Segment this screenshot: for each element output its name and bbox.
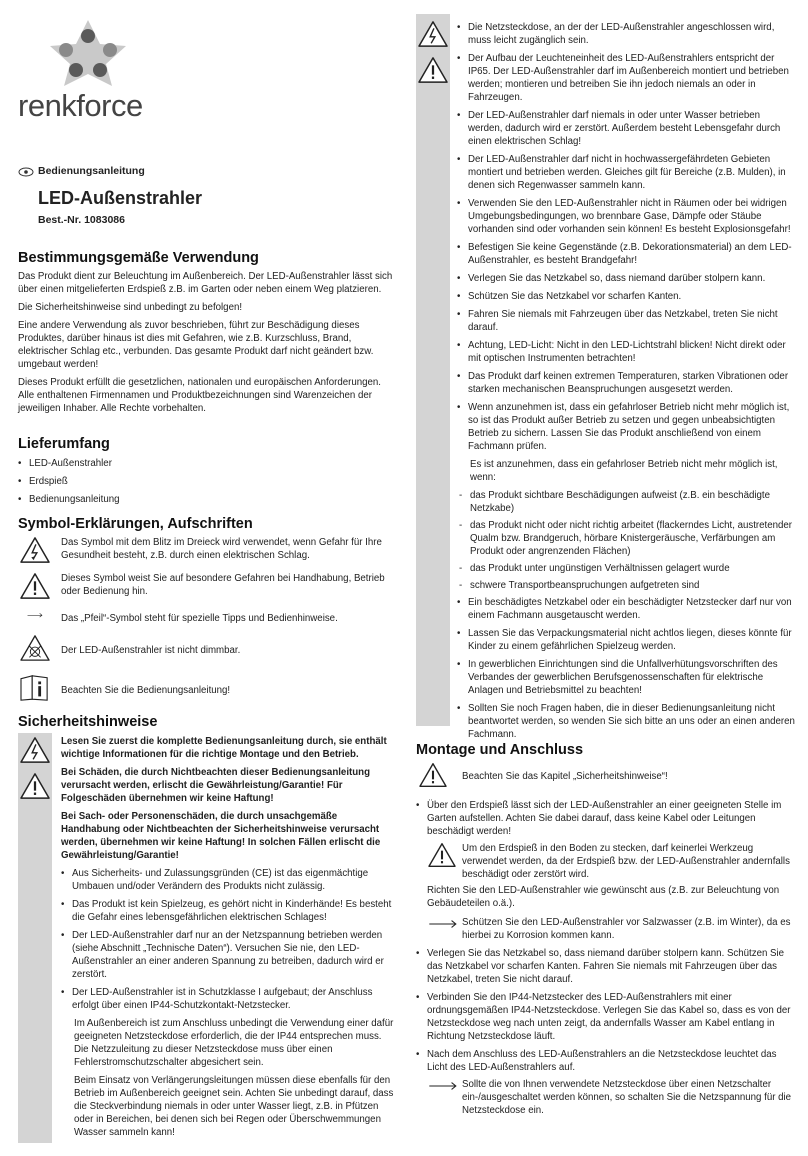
exclamation-warning-icon [427,842,457,868]
intended-use-p3: Eine andere Verwendung als zuvor beschrieben, führt zur Beschädigung dieses Produktes, darüber hinaus ist dies mit Gefahren, wie z.B. Kurzschluss, Brand, elektrischer Schlag etc., verbunden. Das gesamte Produkt darf nicht geändert bzw. umgebaut werden! [18,320,374,370]
not-dimmable-icon [18,634,52,662]
list-item: • Schützen Sie das Netzkabel vor scharfen Kanten. [457,290,797,303]
symbol-row [18,572,396,604]
intended-use-heading: Bestimmungsgemäße Verwendung [18,250,259,266]
symbol-text: Der LED-Außenstrahler ist nicht dimmbar. [61,645,241,656]
list-item: • Befestigen Sie keine Gegenstände (z.B. Dekorationsmaterial) an dem LED-Außenstrahler, es besteht Brandgefahr! [457,241,797,267]
list-item: • Das Produkt darf keinen extremen Temperaturen, starken Vibrationen oder starken mechanischen Beanspruchungen ausgesetzt werden. [457,370,797,396]
list-item: • Verwenden Sie den LED-Außenstrahler nicht in Räumen oder bei widrigen Umgebungsbedingungen, wo brennbare Gase, Dämpfe oder Stäube vorhanden sind oder vorhanden sein können! Es besteht Explosionsgefahr! [457,197,797,236]
arrow-icon [18,612,52,626]
symbol-row [18,536,396,568]
list-item: • Der LED-Außenstrahler ist in Schutzklasse I aufgebaut; der Anschluss erfolgt über einen IP44-Schutzkontakt-Netzstecker. [61,986,394,1012]
scope-heading: Lieferumfang [18,436,110,452]
lightning-warning-icon [19,736,51,764]
mounting-align: Richten Sie den LED-Außenstrahler wie gewünscht aus (z.B. zur Beleuchtung von Gebäudeteilen o.ä.). [427,885,780,909]
list-item: - das Produkt sichtbare Beschädigungen aufweist (z.B. ein beschädigte Netzkabe) [457,489,797,515]
safety-para-a: Im Außenbereich ist zum Anschluss unbedingt die Verwendung einer dafür geeigneten Netzsteckdose erforderlich, die der IP44 entsprechen muss. Die Netzzuleitung zu dieser Netzsteckdose muss über einen Fehlerstromschutzschalter abgesichert sein. [74,1018,394,1068]
doc-type: Bedienungsanleitung [38,165,145,177]
list-item: • Der LED-Außenstrahler darf nur an der Netzspannung betrieben werden (siehe Abschnitt „Technische Daten“). Versuchen Sie nie, den LED-Außenstrahler an einer anderen Spannung zu betreiben, dadurch wird er zerstört. [61,929,394,981]
mounting-note-text: Beachten Sie das Kapitel „Sicherheitshinweise“! [462,771,668,782]
intended-use-p2: Die Sicherheitshinweise sind unbedingt zu befolgen! [18,302,243,313]
list-item: • Bedienungsanleitung [18,493,394,506]
warning-sidebar [416,14,450,726]
list-item: • Verlegen Sie das Netzkabel so, dass niemand darüber stolpern kann. Schützen Sie das Netzkabel vor scharfen Kanten. Fahren Sie niemals mit Fahrzeugen über das Netzkabel, treten Sie nicht darauf. [416,947,798,986]
mounting-tip-text: Sollte die von Ihnen verwendete Netzsteckdose über einen Netzschalter ein-/ausgeschaltet werden können, so schalten Sie die Netzspannung für die Netzsteckdose ein. [462,1079,792,1116]
mounting-tip-text: Schützen Sie den LED-Außenstrahler vor Salzwasser (z.B. im Winter), da es hierbei zu Korrosion kommen kann. [462,917,791,941]
list-item: • Wenn anzunehmen ist, dass ein gefahrloser Betrieb nicht mehr möglich ist, so ist das Produkt außer Betrieb zu setzen und gegen unbeabsichtigten Betrieb zu sichern. Lassen Sie das Produkt anschließend von einem Fachmann prüfen. [457,401,797,453]
mounting-tip [427,1078,798,1120]
list-item: • Achtung, LED-Licht: Nicht in den LED-Lichtstrahl blicken! Nicht direkt oder mit optischen Instrumenten betrachten! [457,339,797,365]
page-title: LED-Außenstrahler [38,188,203,208]
list-item: • Über den Erdspieß lässt sich der LED-Außenstrahler an einer geeigneten Stelle im Garten aufstellen. Achten Sie dabei darauf, dass keine Kabel oder Leitungen beschädigt werden! [416,799,798,838]
list-item: • Das Produkt ist kein Spielzeug, es gehört nicht in Kinderhände! Es besteht die Gefahr eines lebensgefährlichen elektrischen Schlages! [61,898,394,924]
symbol-text: Dieses Symbol weist Sie auf besondere Gefahren bei Handhabung, Betrieb oder Bedienung hin. [61,573,385,597]
intended-use-p4: Dieses Produkt erfüllt die gesetzlichen, nationalen und europäischen Anforderungen. Alle enthaltenen Firmennamen und Produktbezeichnungen sind Warenzeichen der jeweiligen Inhaber. Alle Rechte vorbehalten. [18,377,381,414]
safety-bold-3: Bei Sach- oder Personenschäden, die durch unsachgemäße Handhabung oder Nichtbeachten der Sicherheitshinweise verursacht werden, übernehmen wir keine Haftung! In solchen Fällen erlischt die Gewährleistung/Garantie! [61,811,381,861]
symbol-text: Das „Pfeil“-Symbol steht für spezielle Tipps und Bedienhinweise. [61,613,338,624]
lightning-warning-icon [417,20,449,48]
list-item: • Der Aufbau der Leuchteneinheit des LED-Außenstrahlers entspricht der IP65. Der LED-Außenstrahler darf im Außenbereich montiert und betrieben werden; montieren und betreiben Sie ihn jedoch niemals an oder in Fahrzeugen. [457,52,797,104]
lightning-warning-icon [18,536,52,564]
symbol-text: Das Symbol mit dem Blitz im Dreieck wird verwendet, wenn Gefahr für Ihre Gesundheit besteht, z.B. durch einen elektrischen Schlag. [61,537,382,561]
list-item: • Fahren Sie niemals mit Fahrzeugen über das Netzkabel, treten Sie nicht darauf. [457,308,797,334]
exclamation-warning-icon [18,572,52,600]
list-item: • Aus Sicherheits- und Zulassungsgründen (CE) ist das eigenmächtige Umbauen und/oder Verändern des Produkts nicht zulässig. [61,867,394,893]
list-item: • Die Netzsteckdose, an der der LED-Außenstrahler angeschlossen wird, muss leicht zugänglich sein. [457,21,797,47]
mounting-warning-text: Um den Erdspieß in den Boden zu stecken, darf keinerlei Werkzeug verwendet werden, da der Erdspieß bzw. der LED-Außenstrahler andernfalls beschädigt oder zerstört wird. [462,843,790,880]
mounting-note [416,762,798,788]
symbols-heading: Symbol-Erklärungen, Aufschriften [18,516,253,532]
mounting-tip [427,916,798,946]
symbol-row [18,612,396,630]
list-item: • In gewerblichen Einrichtungen sind die Unfallverhütungsvorschriften des Verbandes der gewerblichen Berufsgenossenschaften für elektrische Anlagen und Betriebsmittel zu beachten! [457,658,797,697]
exclamation-warning-icon [19,772,51,800]
list-item: • Sollten Sie noch Fragen haben, die in dieser Bedienungsanleitung nicht beantwortet werden, so wenden Sie sich bitte an uns oder an einen anderen Fachmann. [457,702,797,741]
safety-para-b: Beim Einsatz von Verlängerungsleitungen müssen diese ebenfalls für den Betrieb im Außenbereich geeignet sein. Achten Sie unbedingt darauf, dass die Steckverbindung niemals in oder unter Wasser liegt, z.B. in Pfützen oder in Bereichen, bei denen sich bei Regen oder Überschwemmungen Wasser sammeln kann! [74,1075,394,1138]
list-item: - schwere Transportbeanspruchungen aufgetreten sind [457,579,797,592]
safety-heading: Sicherheitshinweise [18,714,158,730]
list-item: • Lassen Sie das Verpackungsmaterial nicht achtlos liegen, dieses könnte für Kinder zu einem gefährlichen Spielzeug werden. [457,627,797,653]
list-item: - das Produkt unter ungünstigen Verhältnissen gelagert wurde [457,562,797,575]
mounting-heading: Montage und Anschluss [416,742,584,758]
symbol-text: Beachten Sie die Bedienungsanleitung! [61,685,231,696]
renkforce-star-icon [48,18,128,88]
manual-info-icon [18,674,52,702]
list-item: • Nach dem Anschluss des LED-Außenstrahlers an die Netzsteckdose leuchtet das Licht des LED-Außenstrahlers auf. [416,1048,798,1074]
assume-text: Es ist anzunehmen, dass ein gefahrloser Betrieb nicht mehr möglich ist, wenn: [470,459,778,483]
list-item: • LED-Außenstrahler [18,457,394,470]
intended-use-p1: Das Produkt dient zur Beleuchtung im Außenbereich. Der LED-Außenstrahler lässt sich über einen mitgelieferten Erdspieß z.B. im Garten oder neben einem Weg platzieren. [18,271,393,295]
exclamation-warning-icon [418,762,448,788]
eye-icon [18,167,34,177]
safety-bold-2: Bei Schäden, die durch Nichtbeachten dieser Bedienungsanleitung verursacht werden, erlischt die Gewährleistung/Garantie! Für Folgeschäden übernehmen wir keine Haftung! [61,767,370,804]
safety-bold-1: Lesen Sie zuerst die komplette Bedienungsanleitung durch, sie enthält wichtige Informationen für die richtige Montage und den Betrieb. [61,736,387,760]
arrow-icon [427,918,459,930]
list-item: - das Produkt nicht oder nicht richtig arbeitet (flackerndes Licht, austretender Qualm bzw. Brandgeruch, hörbare Knistergeräusche, Verfärbungen am Produkt oder angrenzenden Flächen) [457,519,797,558]
list-item: • Ein beschädigtes Netzkabel oder ein beschädigter Netzstecker darf nur von einem Fachmann ausgetauscht werden. [457,596,797,622]
order-number: Best.-Nr. 1083086 [38,214,125,226]
list-item: • Erdspieß [18,475,394,488]
exclamation-warning-icon [417,56,449,84]
list-item: • Verbinden Sie den IP44-Netzstecker des LED-Außenstrahlers mit einer ordnungsgemäßen IP44-Netzsteckdose. Verlegen Sie das Kabel so, dass es von der Netzsteckdose weg nach unten zeigt, da andernfalls Wasser am Kabel entlang in Richtung Netzsteckdose läuft. [416,991,798,1043]
arrow-icon [427,1080,459,1092]
mounting-warning [427,842,798,882]
symbol-row [18,634,396,666]
list-item: • Der LED-Außenstrahler darf niemals in oder unter Wasser betrieben werden, dadurch wird er zerstört. Außerdem besteht Lebensgefahr durch einen elektrischen Schlag! [457,109,797,148]
symbol-row [18,674,396,704]
list-item: • Verlegen Sie das Netzkabel so, dass niemand darüber stolpern kann. [457,272,797,285]
brand-name: renkforce [18,88,143,123]
list-item: • Der LED-Außenstrahler darf nicht in hochwassergefährdeten Gebieten montiert und betrieben werden. Gleiches gilt für Bereiche (z.B. Mulden), in denen sich Regenwasser sammeln kann. [457,153,797,192]
brand-logo [18,18,158,128]
